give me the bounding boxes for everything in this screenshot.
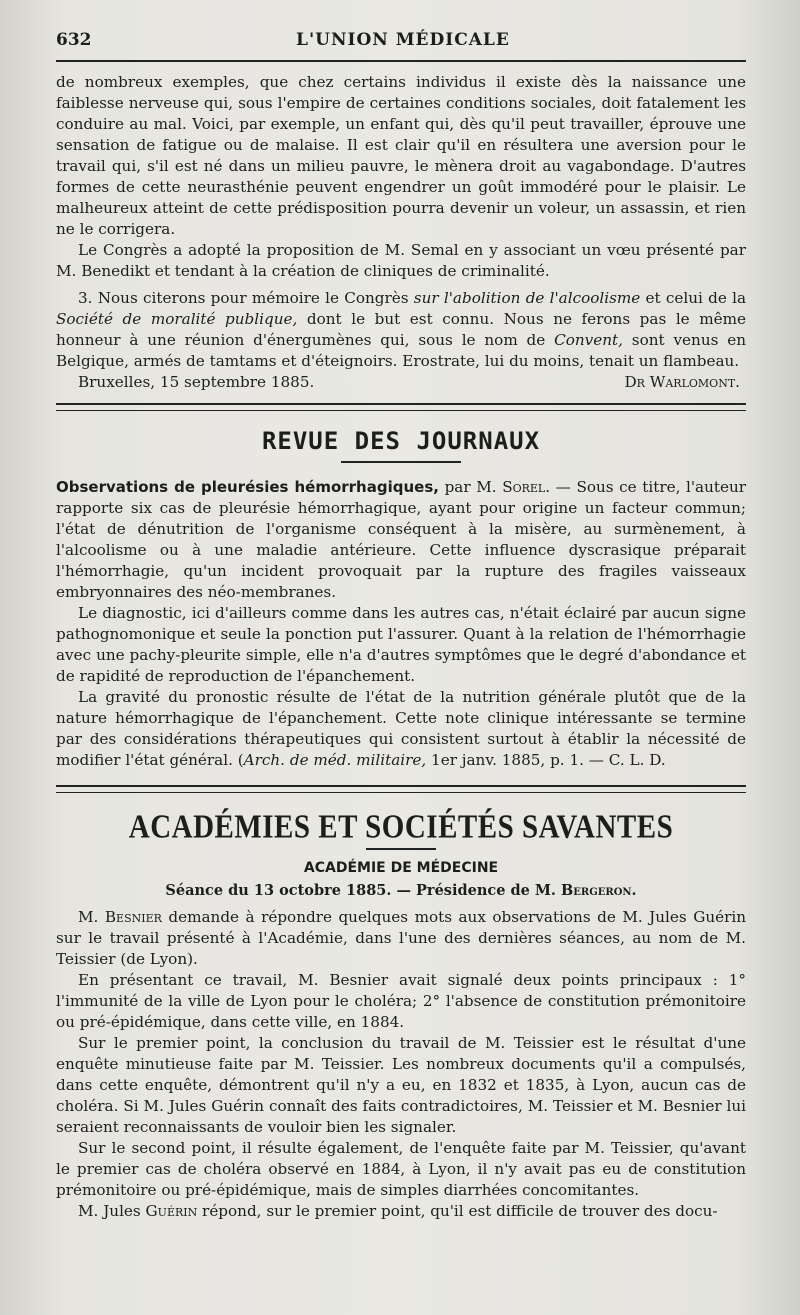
revue-paragraph-2: Le diagnostic, ici d'ailleurs comme dans les autres cas, n'était éclairé par aucun signe pathognomonique et seule la ponction put l'assurer. Quant à la relation de l'hémorrhagie avec une pachy-pleurite simple, elle n'a d'autres symptômes que le degré d'abondance et de rapidité de reproduction de l'épanchement. [56, 604, 746, 685]
signature-author: Dr Warlomont. [624, 373, 740, 391]
page-number: 632 [56, 30, 92, 50]
title-underline [366, 848, 436, 850]
intro-paragraph-2: Le Congrès a adopté la proposition de M. Semal en y associant un vœu présenté par M. Benedikt et tendant à la création de cliniques de criminalité. [56, 241, 746, 280]
title-underline [341, 461, 461, 463]
revue-section-title: REVUE DES JOURNAUX [261, 427, 541, 455]
academie-paragraph-4: Sur le second point, il résulte également, de l'enquête faite par M. Teissier, qu'avant le premier cas de choléra observé en 1884, à Lyon, il n'y avait pas eu de constitution prémonitoire ou pré-épidémique, mais de simples diarrhées concomitantes. [56, 1139, 746, 1199]
section-divider [56, 403, 746, 411]
academie-subtitle: ACADÉMIE DE MÉDECINE [303, 860, 499, 876]
seance-line: Séance du 13 octobre 1885. — Présidence de M. Bergeron. [165, 882, 637, 899]
revue-paragraph-1: Observations de pleurésies hémorrhagiques, par M. Sorel. — Sous ce titre, l'auteur rapporte six cas de pleurésie hémorrhagique, ayant pour origine un facteur commun; l'état de dénutrition de l'organisme conséquent à la misère, au surmènement, à l'alcoolisme ou à une maladie antérieure. Cette influence dyscrasique préparait l'hémorrhagie, qu'un incident provoquait par la rupture des fragiles vaisseaux embryonnaires des néo-membranes. [56, 478, 747, 601]
signature-line [56, 372, 746, 393]
header-rule [56, 60, 746, 62]
intro-paragraph-1: de nombreux exemples, que chez certains individus il existe dès la naissance une faiblesse nerveuse qui, sous l'empire de certaines conditions sociales, doit fatalement les conduire au mal. Voici, par exemple, un enfant qui, dès qu'il peut travailler, éprouve une sensation de fatigue ou de malaise. Il est clair qu'il en résultera une aversion pour le travail qui, s'il est né dans un milieu pauvre, le mènera droit au vagabondage. D'autres formes de cette neurasthénie peuvent engendrer un goût immodéré pour le plaisir. Le malheureux atteint de cette prédisposition pourra devenir un voleur, un assassin, et rien ne le corrigera. [56, 73, 746, 238]
academie-paragraph-1: M. Besnier demande à répondre quelques mots aux observations de M. Jules Guérin sur le travail présenté à l'Académie, dans l'une des dernières séances, au nom de M. Teissier (de Lyon). [56, 908, 746, 968]
academies-section-title: ACADÉMIES ET SOCIÉTÉS SAVANTES [128, 808, 674, 846]
running-header [56, 30, 746, 58]
revue-paragraph-3: La gravité du pronostic résulte de l'état de la nutrition générale plutôt que de la nature hémorrhagique de l'épanchement. Cette note clinique intéressante se termine par des considérations thérapeutiques qui consistent surtout à établir la nécessité de modifier l'état général. (Arch. de méd. militaire, 1er janv. 1885, p. 1. — C. L. D. [56, 688, 746, 769]
academie-paragraph-3: Sur le premier point, la conclusion du travail de M. Teissier est le résultat d'une enquête minutieuse faite par M. Teissier. Les nombreux documents qu'il a compulsés, dans cette enquête, démontrent qu'il n'y a eu, en 1832 et 1835, à Lyon, aucun cas de choléra. Si M. Jules Guérin connaît des faits contradictoires, M. Teissier et M. Besnier lui seraient reconnaissants de vouloir bien les signaler. [56, 1034, 746, 1136]
signature-place-date: Bruxelles, 15 septembre 1885. [78, 373, 315, 391]
article-title: Observations de pleurésies hémorrhagiques, [56, 478, 439, 496]
academie-paragraph-5: M. Jules Guérin répond, sur le premier point, qu'il est difficile de trouver des docu- [78, 1202, 718, 1220]
academie-paragraph-2: En présentant ce travail, M. Besnier avait signalé deux points principaux : 1° l'immunité de la ville de Lyon pour le choléra; 2° l'absence de constitution prémonitoire ou pré-épidémique, dans cette ville, en 1884. [56, 971, 746, 1031]
journal-title: L'UNION MÉDICALE [296, 30, 510, 50]
section-divider [56, 785, 746, 793]
intro-paragraph-3: 3. Nous citerons pour mémoire le Congrès sur l'abolition de l'alcoolisme et celui de la Société de moralité publique, dont le but est connu. Nous ne ferons pas le même honneur à une réunion d'énergumènes qui, sous le nom de Convent, sont venus en Belgique, armés de tamtams et d'éteignoirs. Erostrate, lui du moins, tenait un flambeau. [56, 289, 747, 370]
article-author: Sorel. [502, 478, 551, 496]
